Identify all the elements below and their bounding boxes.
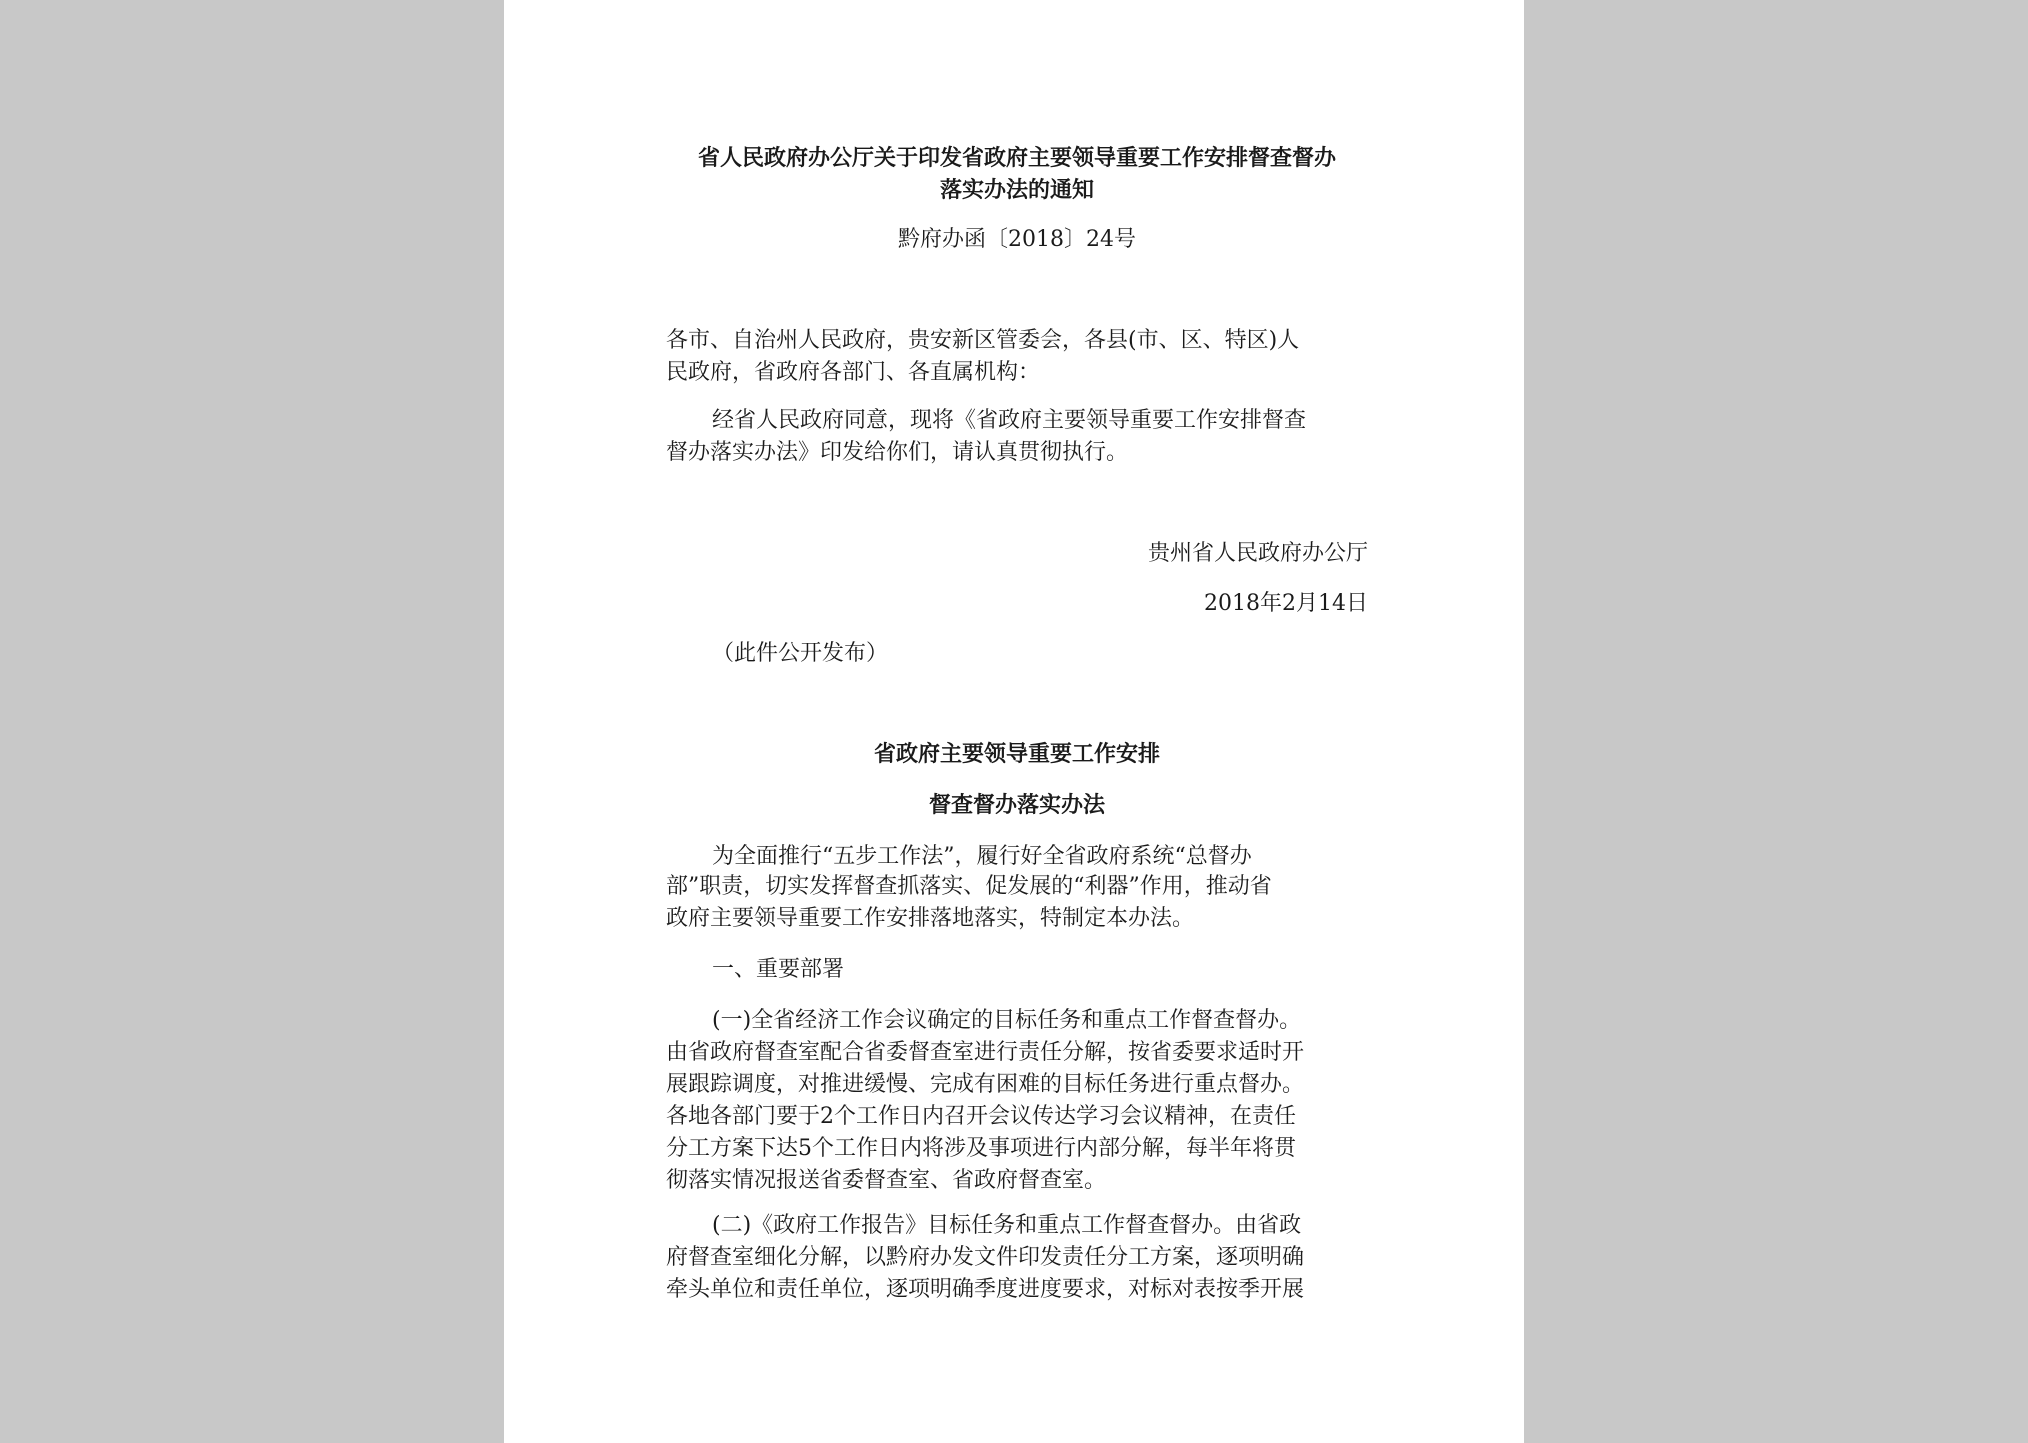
notice-title-line-2: 落实办法的通知 [939,177,1094,203]
measures-title-line-2: 督查督办落实办法 [928,792,1105,818]
issue-date: 2018年2月14日 [1204,591,1368,616]
intro-line-2: 部”职责，切实发挥督查抓落实、促发展的“利器”作用，推动省 [666,874,1272,899]
publish-note: （此件公开发布） [712,641,889,666]
document-number: 黔府办函〔2018〕24号 [898,227,1136,252]
document-page [504,0,1524,1443]
issuer: 贵州省人民政府办公厅 [1147,541,1368,566]
item-2-line-1: (二)《政府工作报告》目标任务和重点工作督查督办。由省政 [712,1213,1302,1238]
item-1-line-5: 分工方案下达5个工作日内将涉及事项进行内部分解，每半年将贯 [666,1136,1296,1161]
intro-line-1: 为全面推行“五步工作法”，履行好全省政府系统“总督办 [712,844,1252,869]
item-1-line-4: 各地各部门要于2个工作日内召开会议传达学习会议精神，在责任 [666,1104,1296,1129]
addressee-line-1: 各市、自治州人民政府，贵安新区管委会，各县(市、区、特区)人 [666,328,1300,353]
item-1-line-2: 由省政府督查室配合省委督查室进行责任分解，按省委要求适时开 [666,1040,1305,1065]
addressee-line-2: 民政府，省政府各部门、各直属机构： [666,360,1041,385]
intro-line-3: 政府主要领导重要工作安排落地落实，特制定本办法。 [666,906,1195,931]
section-1-heading: 一、重要部署 [712,957,845,982]
item-1-line-3: 展跟踪调度，对推进缓慢、完成有困难的目标任务进行重点督办。 [666,1072,1305,1097]
item-2-line-3: 牵头单位和责任单位，逐项明确季度进度要求，对标对表按季开展 [666,1277,1305,1302]
item-2-line-2: 府督查室细化分解，以黔府办发文件印发责任分工方案，逐项明确 [666,1245,1305,1270]
item-1-line-6: 彻落实情况报送省委督查室、省政府督查室。 [666,1168,1107,1193]
notice-body-line-1: 经省人民政府同意，现将《省政府主要领导重要工作安排督查 [712,408,1307,433]
measures-title-line-1: 省政府主要领导重要工作安排 [873,741,1160,767]
item-1-line-1: (一)全省经济工作会议确定的目标任务和重点工作督查督办。 [712,1008,1302,1033]
notice-body-line-2: 督办落实办法》印发给你们，请认真贯彻执行。 [666,440,1129,465]
notice-title-line-1: 省人民政府办公厅关于印发省政府主要领导重要工作安排督查督办 [697,145,1336,171]
